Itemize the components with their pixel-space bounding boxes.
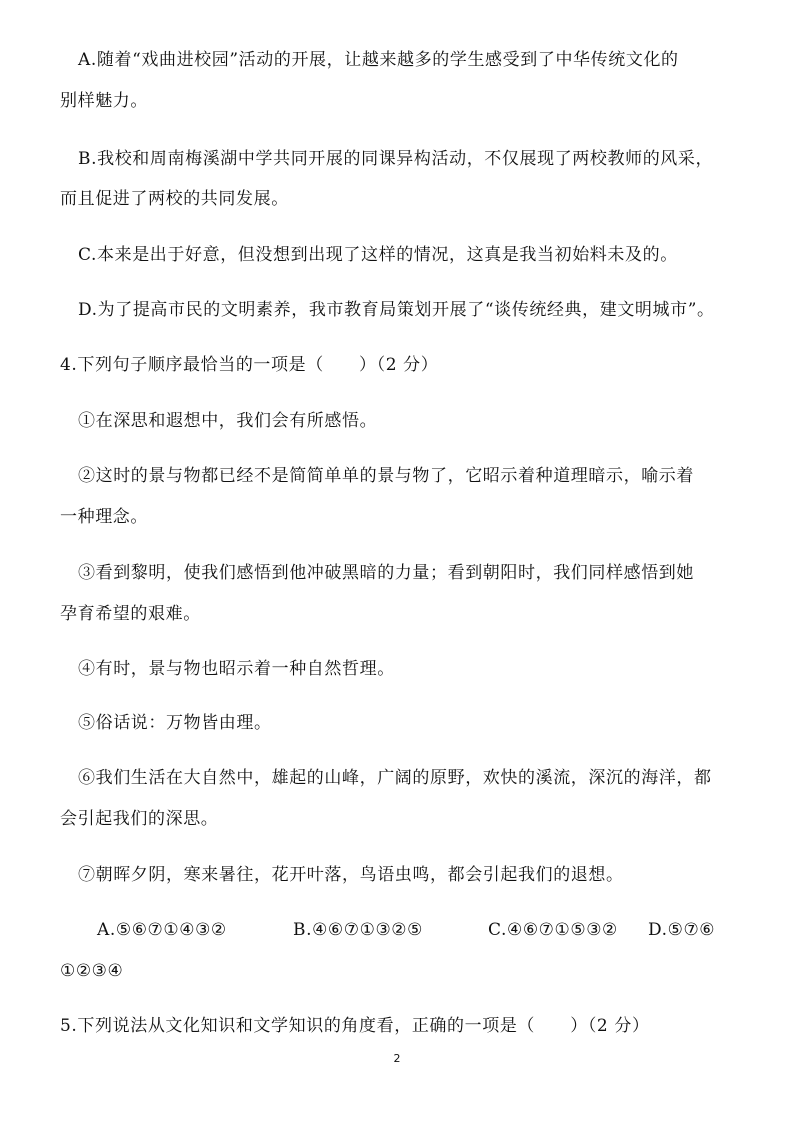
- q4-sentence-2-line2: 一种理念。: [60, 507, 148, 527]
- q4-sentence-3-line1: ③看到黎明，使我们感悟到他冲破黑暗的力量；看到朝阳时，我们同样感悟到她: [78, 563, 694, 583]
- q4-option-d-line2: ①②③④: [60, 961, 124, 981]
- q4-sentence-6-line2: 会引起我们的深思。: [60, 809, 219, 829]
- q4-sentence-3-line2: 孕育希望的艰难。: [60, 604, 201, 624]
- q3-option-b-line1: B.我校和周南梅溪湖中学共同开展的同课异构活动，不仅展现了两校教师的风采，: [78, 149, 714, 169]
- q4-option-d-line1: D.⑤⑦⑥: [648, 920, 716, 940]
- q3-option-d: D.为了提高市民的文明素养，我市教育局策划开展了“谈传统经典，建文明城市”。: [78, 300, 715, 320]
- page-number: 2: [393, 1052, 401, 1065]
- q4-sentence-4: ④有时，景与物也昭示着一种自然哲理。: [78, 659, 395, 679]
- q4-stem: 4.下列句子顺序最恰当的一项是（ ）（2 分）: [60, 355, 439, 375]
- q4-sentence-7: ⑦朝晖夕阴，寒来暑往，花开叶落，鸟语虫鸣，都会引起我们的退想。: [78, 865, 624, 885]
- q3-option-a-line1: A.随着“戏曲进校园”活动的开展，让越来越多的学生感受到了中华传统文化的: [78, 50, 679, 70]
- q4-option-b: B.④⑥⑦①③②⑤: [293, 920, 423, 940]
- q3-option-b-line2: 而且促进了两校的共同发展。: [60, 189, 289, 209]
- q4-sentence-1: ①在深思和遐想中，我们会有所感悟。: [78, 411, 378, 431]
- q4-sentence-6-line1: ⑥我们生活在大自然中，雄起的山峰，广阔的原野，欢快的溪流，深沉的海洋，都: [78, 768, 712, 788]
- q4-option-c: C.④⑥⑦①⑤③②: [488, 920, 618, 940]
- q3-option-c: C.本来是出于好意，但没想到出现了这样的情况，这真是我当初始料未及的。: [78, 245, 678, 265]
- q4-option-a: A.⑤⑥⑦①④③②: [97, 920, 227, 940]
- q5-stem: 5.下列说法从文化知识和文学知识的角度看，正确的一项是（ ）（2 分）: [60, 1016, 650, 1036]
- q3-option-a-line2: 别样魅力。: [60, 91, 148, 111]
- q4-sentence-5: ⑤俗话说：万物皆由理。: [78, 713, 272, 733]
- q4-sentence-2-line1: ②这时的景与物都已经不是简简单单的景与物了，它昭示着种道理暗示，喻示着: [78, 466, 694, 486]
